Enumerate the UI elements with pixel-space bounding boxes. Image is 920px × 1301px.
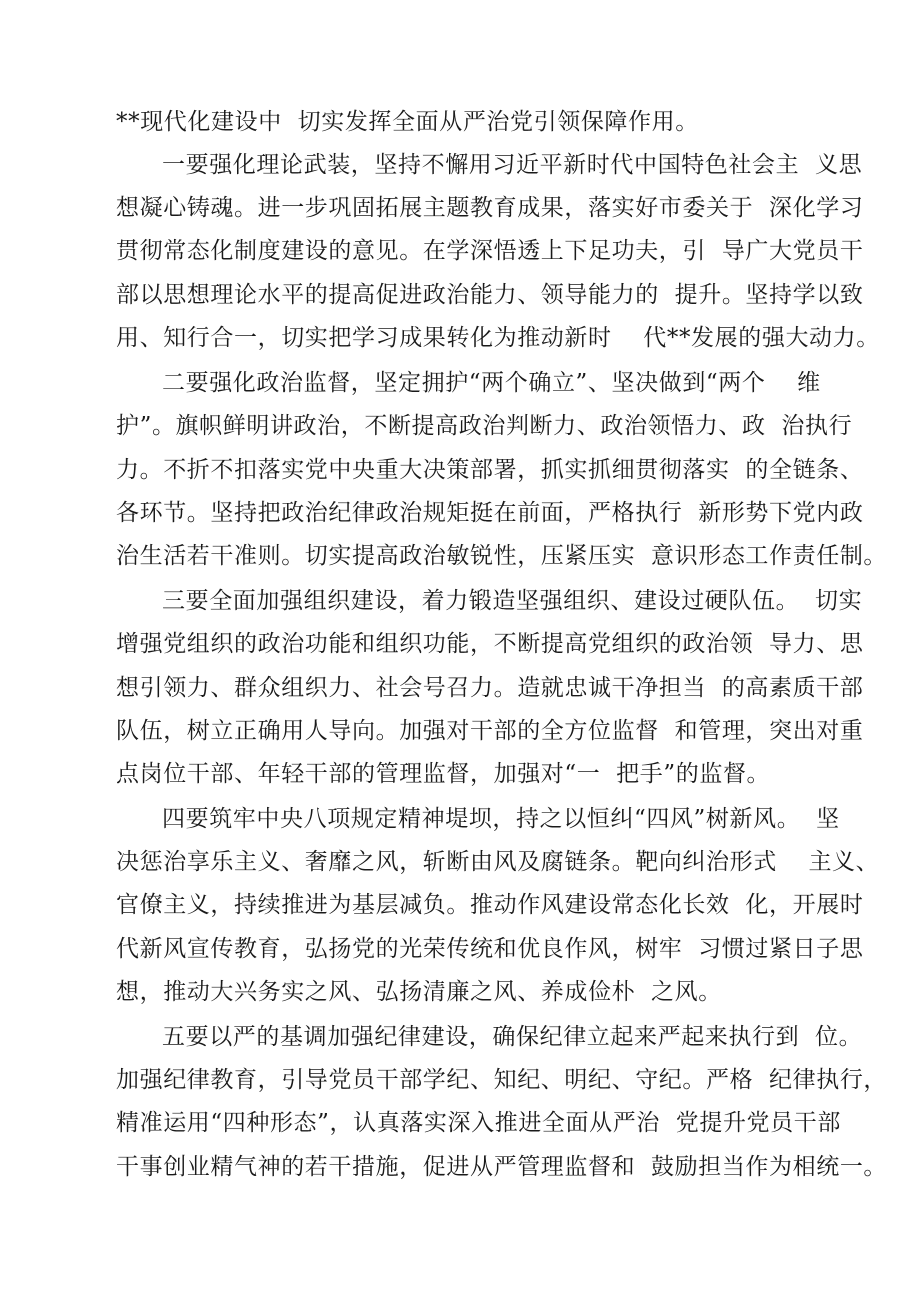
paragraph-3-line: 三要全面加强组织建设，着力锻造坚强组织、建设过硬队伍。 切实: [162, 588, 863, 614]
text-line: 力。不折不扣落实党中央重大决策部署，抓实抓细贯彻落实 的全链条、: [116, 457, 864, 483]
paragraph-4-line: 四要筑牢中央八项规定精神堤坝，持之以恒纠“四风”树新风。 坚: [162, 806, 840, 832]
text-line: 想，推动大兴务实之风、弘扬清廉之风、养成俭朴 之风。: [116, 979, 722, 1005]
text-line: 治生活若干准则。切实提高政治敏锐性，压紧压实 意识形态工作责任制。: [116, 543, 888, 569]
text-line: 干事创业精气神的若干措施，促进从严管理监督和 鼓励担当作为相统一。: [116, 1154, 888, 1180]
text-line: 官僚主义，持续推进为基层减负。推动作风建设常态化长效 化，开展时: [116, 892, 864, 918]
text-line: 部以思想理论水平的提高促进政治能力、领导能力的 提升。坚持学以致: [116, 282, 864, 308]
text-line: 决惩治享乐主义、奢靡之风，斩断由风及腐链条。靶向纠治形式 主义、: [116, 849, 880, 875]
text-line: 点岗位干部、年轻干部的管理监督，加强对“一 把手”的监督。: [116, 761, 771, 787]
paragraph-2-line: 二要强化政治监督，坚定拥护“两个确立”、坚决做到“两个 维: [162, 370, 821, 396]
text-line: 精准运用“四种形态”，认真落实深入推进全面从严治 党提升党员干部: [116, 1110, 841, 1136]
text-line: 加强纪律教育，引导党员干部学纪、知纪、明纪、守纪。严格 纪律执行，: [116, 1067, 888, 1093]
paragraph-5-line: 五要以严的基调加强纪律建设，确保纪律立起来严起来执行到 位。: [162, 1024, 863, 1050]
text-line: 想引领力、群众组织力、社会号召力。造就忠诚干净担当 的高素质干部: [116, 675, 864, 701]
text-line: 贯彻常态化制度建设的意见。在学深悟透上下足功夫，引 导广大党员干: [116, 238, 864, 264]
text-line: 护”。旗帜鲜明讲政治，不断提高政治判断力、政治领悟力、政 治执行: [116, 413, 853, 439]
text-line: 用、知行合一，切实把学习成果转化为推动新时 代**发展的强大动力。: [116, 325, 880, 351]
text-line: 增强党组织的政治功能和组织功能，不断提高党组织的政治领 导力、思: [116, 631, 864, 657]
text-line: **现代化建设中 切实发挥全面从严治党引领保障作用。: [116, 109, 699, 135]
text-line: 想凝心铸魂。进一步巩固拓展主题教育成果，落实好市委关于 深化学习: [116, 195, 864, 221]
paragraph-1-line: 一要强化理论武装，坚持不懈用习近平新时代中国特色社会主 义思: [162, 152, 863, 178]
text-line: 队伍，树立正确用人导向。加强对干部的全方位监督 和管理，突出对重: [116, 718, 864, 744]
text-line: 各环节。坚持把政治纪律政治规矩挺在前面，严格执行 新形势下党内政: [116, 500, 864, 526]
text-line: 代新风宣传教育，弘扬党的光荣传统和优良作风，树牢 习惯过紧日子思: [116, 936, 864, 962]
